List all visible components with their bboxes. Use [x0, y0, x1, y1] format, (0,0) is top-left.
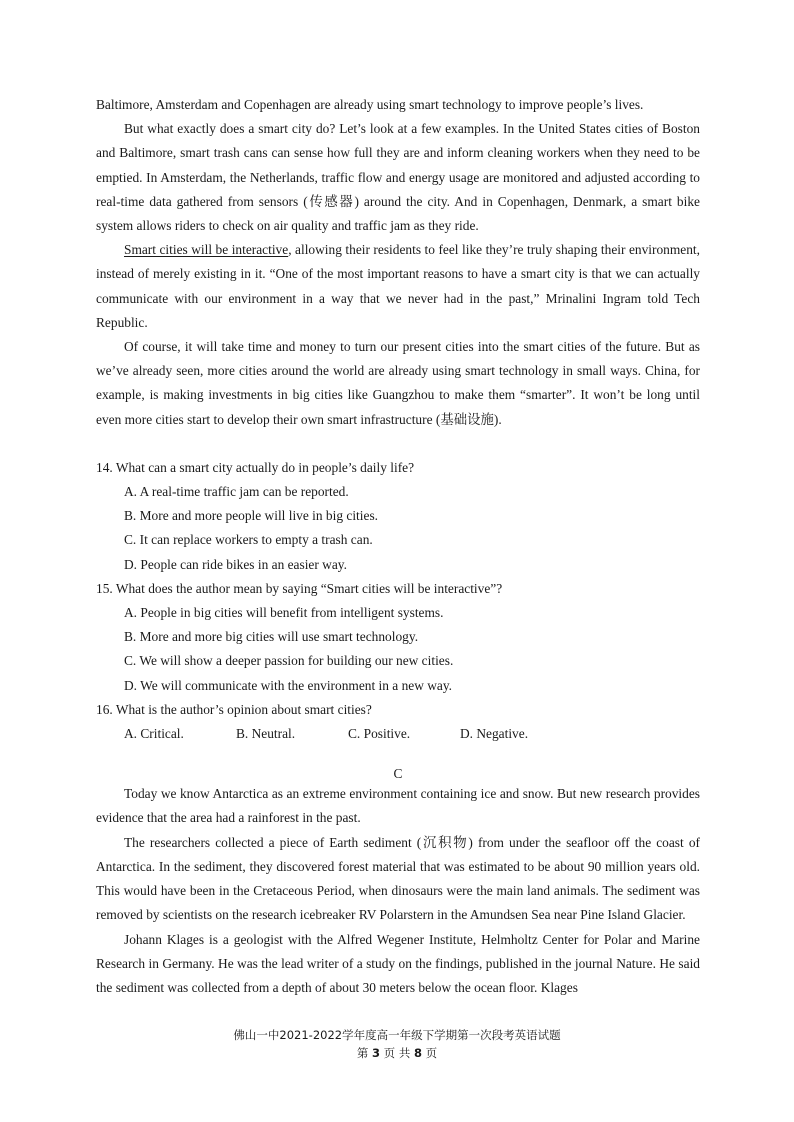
question-15-option-a: A. People in big cities will benefit from intelligent systems.: [124, 605, 444, 621]
question-block: [96, 456, 700, 746]
exam-page: [96, 93, 700, 1000]
question-14-stem: 14. What can a smart city actually do in people’s daily life?: [96, 459, 415, 475]
question-15-option-c: C. We will show a deeper passion for building our new cities.: [124, 653, 454, 669]
footer-page-number: [0, 1045, 794, 1062]
page-mid: 页 共: [380, 1046, 414, 1060]
footer-school-title: 佛山一中2021-2022学年度高一年级下学期第一次段考英语试题: [233, 1028, 561, 1042]
passage-c-paragraph-1: Today we know Antarctica as an extreme environment containing ice and snow. But new research provides evidence that the area had a rainforest in the past.: [96, 786, 700, 826]
passage-b-paragraph-2: [96, 238, 700, 335]
question-14-option-d: D. People can ride bikes in an easier way.: [124, 556, 347, 572]
underlined-phrase: Smart cities will be interactive: [124, 242, 289, 258]
question-16-stem: 16. What is the author’s opinion about smart cities?: [96, 701, 372, 717]
page-prefix: 第: [356, 1046, 372, 1060]
total-pages: 8: [413, 1046, 422, 1060]
question-16-option-c: C. Positive.: [348, 726, 411, 742]
question-14-option-b: B. More and more people will live in big cities.: [124, 508, 378, 524]
question-15-option-d: D. We will communicate with the environment in a new way.: [124, 677, 453, 693]
question-16-option-d: D. Negative.: [460, 726, 529, 742]
passage-c-title: C: [393, 766, 403, 782]
passage-b-paragraph-0: Baltimore, Amsterdam and Copenhagen are already using smart technology to improve people’s lives.: [96, 97, 644, 112]
question-16-option-b: B. Neutral.: [236, 726, 296, 742]
passage-b-paragraph-3: Of course, it will take time and money to turn our present cities into the smart cities of the future. But as we’ve already seen, more cities around the world are already using smart technology in small ways. China, for example, is making investments in big cities like Guangzhou to make them “smarter”. It won’t be long until even more cities start to develop their own smart infrastructure (基础设施).: [96, 339, 700, 427]
question-16-option-a: A. Critical.: [124, 726, 184, 742]
paragraph-2-rest: , allowing their residents to feel like they’re truly shaping their environment, instead of merely existing in it. “One of the most important reasons to have a smart city is that we can actually communicate with our environment in a way that we never had in the past,” Mrinalini Ingram told Tech Republic.: [96, 242, 700, 330]
question-14-option-a: A. A real-time traffic jam can be reported.: [124, 484, 349, 500]
passage-c-paragraph-2: The researchers collected a piece of Earth sediment (沉积物) from under the seafloor off the coast of Antarctica. In the sediment, they discovered forest material that was estimated to be about 90 million years old. This would have been in the Cretaceous Period, when dinosaurs were the main land animals. The sediment was removed by scientists on the research icebreaker RV Polarstern in the Amundsen Sea near Pine Island Glacier.: [96, 834, 700, 923]
question-15-option-b: B. More and more big cities will use smart technology.: [124, 629, 419, 645]
passage-b-paragraph-1: But what exactly does a smart city do? Let’s look at a few examples. In the United States cities of Boston and Baltimore, smart trash cans can sense how full they are and inform cleaning workers when they need to be emptied. In Amsterdam, the Netherlands, traffic flow and energy usage are monitored and adjusted according to real-time data gathered from sensors (传感器) around the city. And in Copenhagen, Denmark, a smart bike system allows riders to check on air quality and traffic jam as they ride.: [96, 121, 700, 234]
page-suffix: 页: [422, 1046, 438, 1060]
current-page: 3: [372, 1046, 381, 1060]
question-15-stem: 15. What does the author mean by saying “Smart cities will be interactive”?: [96, 580, 503, 596]
question-16-options: [124, 722, 700, 746]
passage-c-paragraph-3: Johann Klages is a geologist with the Alfred Wegener Institute, Helmholtz Center for Polar and Marine Research in Germany. He was the lead writer of a study on the findings, published in the journal Nature. He said the sediment was collected from a depth of about 30 meters below the ocean floor. Klages: [96, 931, 700, 995]
question-14-option-c: C. It can replace workers to empty a trash can.: [124, 532, 373, 548]
